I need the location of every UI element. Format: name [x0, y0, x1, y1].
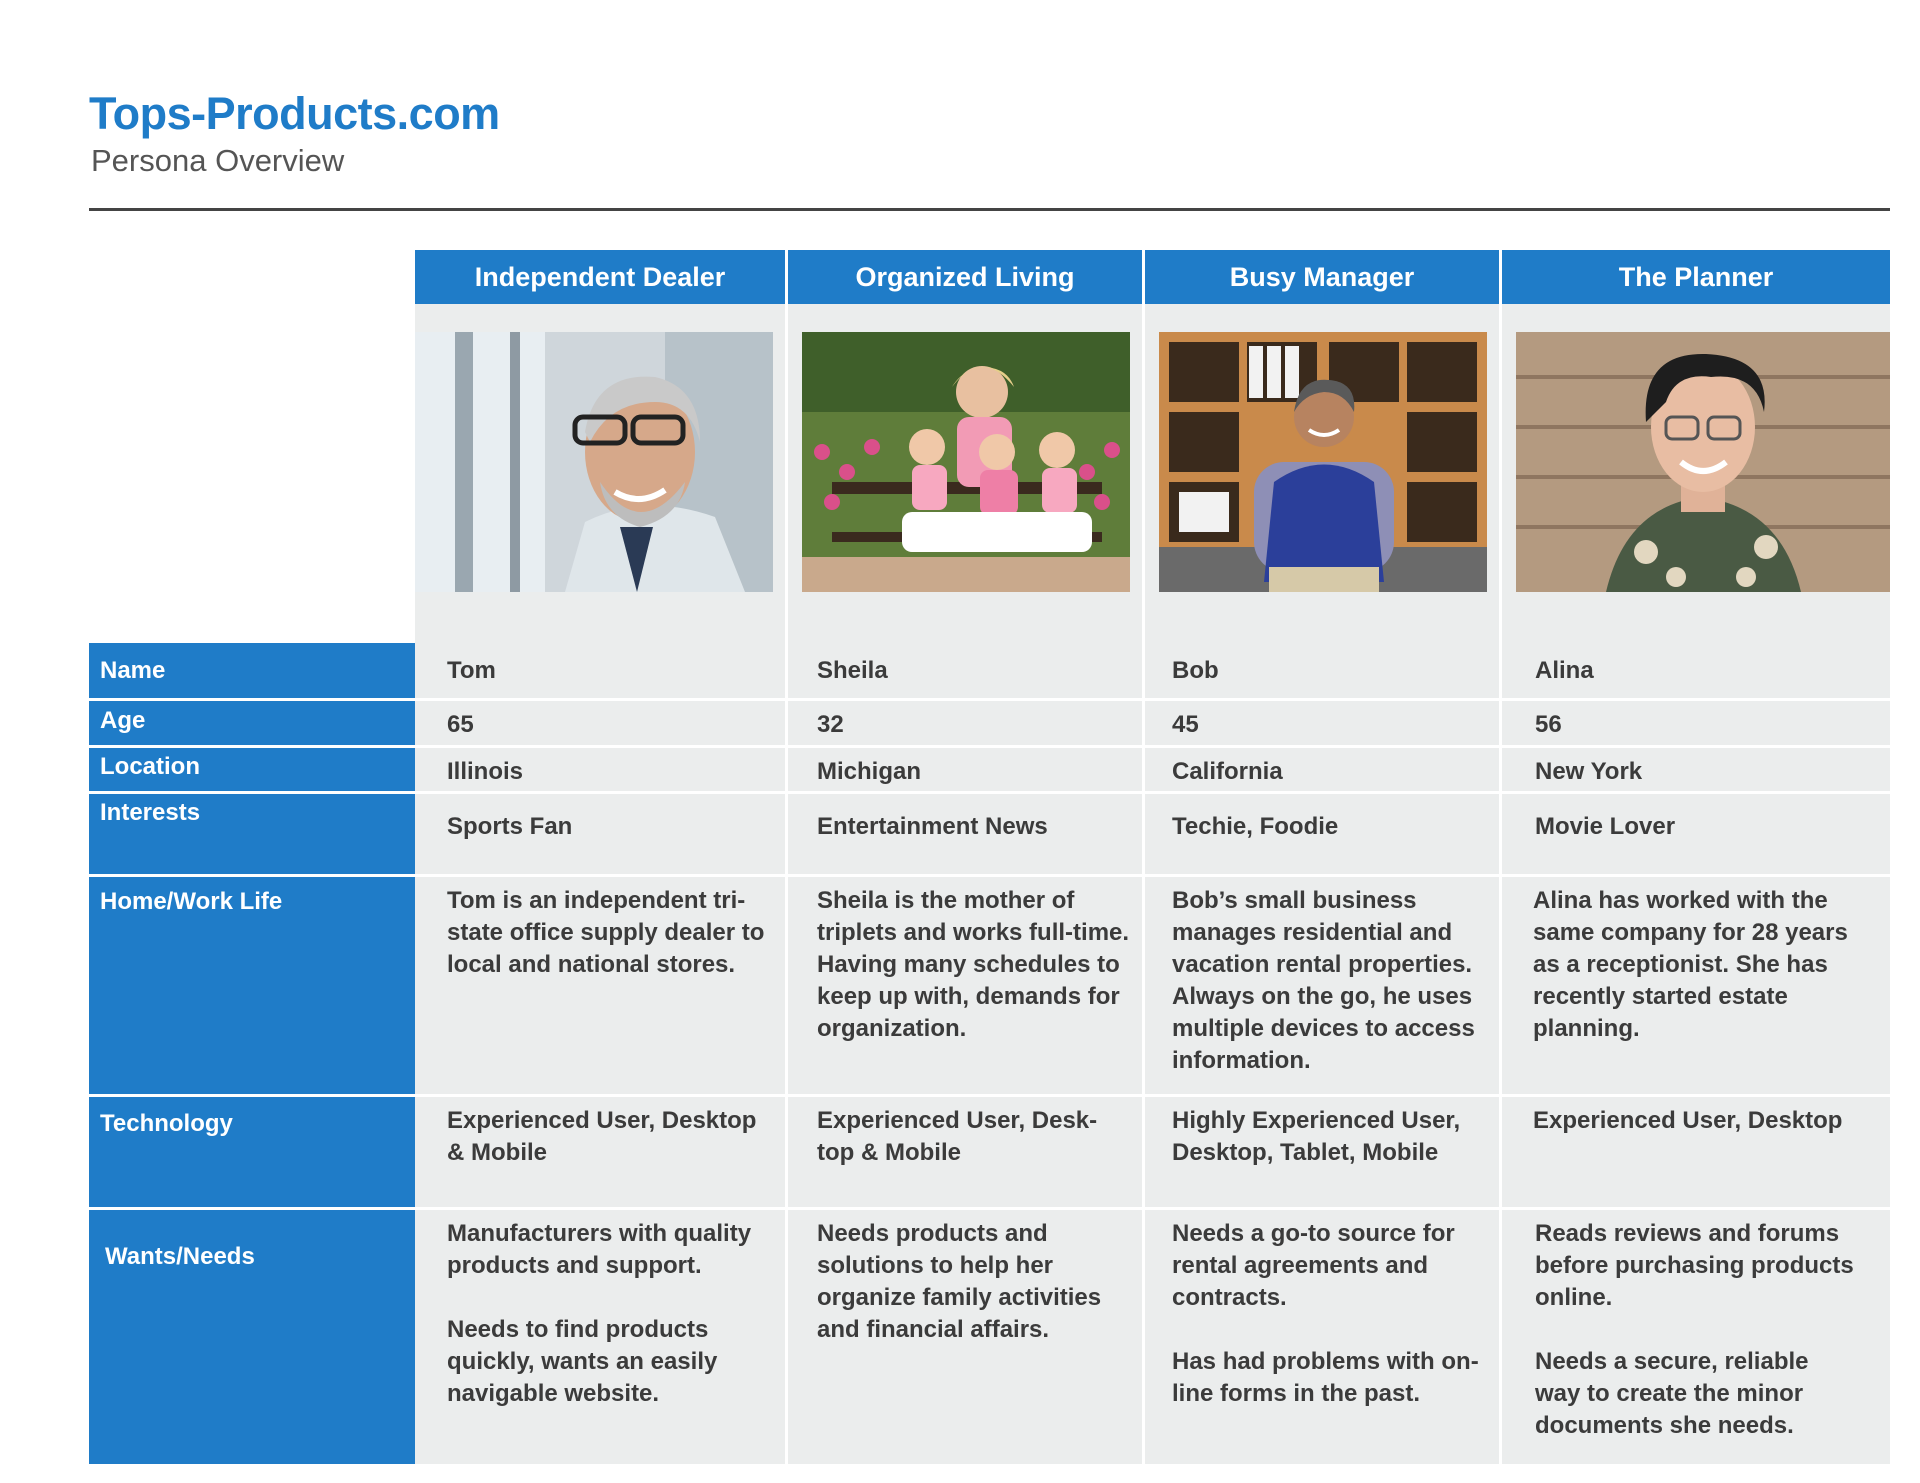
- row-divider: [89, 874, 1890, 877]
- cell-home-work-life: Alina has worked with the same company for 28 years as a receptionist. She has recently started estate planning.: [1533, 887, 1848, 1042]
- cell-location: Michigan: [817, 758, 922, 785]
- row-divider: [89, 1094, 1890, 1097]
- row-label-location: Location: [89, 748, 415, 791]
- cell-wants-needs: Reads reviews and forums before purchasing products online. Needs a secure, reliable way to create the minor documents she needs.: [1535, 1220, 1854, 1439]
- cell-name: Tom: [447, 657, 496, 684]
- cell-technology: Experienced User, Desktop: [1533, 1107, 1843, 1134]
- cell-wants-needs: Needs products and solutions to help her organize family activities and financial affairs.: [817, 1220, 1102, 1343]
- row-divider: [89, 698, 1890, 701]
- row-label-wants-needs: Wants/Needs: [89, 1210, 415, 1464]
- persona-photo-alina: [1516, 332, 1890, 592]
- persona-photo-tom: [415, 332, 773, 592]
- page-subtitle: Persona Overview: [91, 143, 345, 178]
- row-label-home-work-life: Home/Work Life: [89, 877, 415, 1094]
- cell-age: 32: [817, 711, 844, 738]
- cell-home-work-life: Bob’s small business manages residential and vacation rental properties. Always on the go, he uses multiple devices to access information.: [1172, 887, 1475, 1074]
- cell-age: 45: [1172, 711, 1199, 738]
- cell-location: New York: [1535, 758, 1643, 785]
- row-label-interests: Interests: [89, 794, 415, 874]
- brand-title: Tops-Products.com: [89, 88, 500, 139]
- cell-interests: Techie, Foodie: [1172, 813, 1339, 840]
- cell-interests: Movie Lover: [1535, 813, 1676, 840]
- persona-header-1: Independent Dealer: [415, 250, 785, 304]
- row-divider: [89, 791, 1890, 794]
- header-divider: [89, 208, 1890, 211]
- cell-name: Bob: [1172, 657, 1219, 684]
- cell-age: 56: [1535, 711, 1562, 738]
- row-divider: [89, 745, 1890, 748]
- cell-location: Illinois: [447, 758, 524, 785]
- cell-technology: Experienced User, Desktop & Mobile: [447, 1107, 757, 1166]
- cell-home-work-life: Tom is an independent tri- state office supply dealer to local and national stores.: [447, 887, 765, 978]
- cell-home-work-life: Sheila is the mother of triplets and works full-time. Having many schedules to keep up with, demands for organization.: [817, 887, 1130, 1042]
- persona-photo-sheila: [802, 332, 1130, 592]
- persona-header-2: Organized Living: [788, 250, 1142, 304]
- cell-age: 65: [447, 711, 474, 738]
- row-label-age: Age: [89, 701, 415, 745]
- cell-interests: Sports Fan: [447, 813, 573, 840]
- cell-wants-needs: Manufacturers with quality products and support. Needs to find products quickly, wants an easily navigable website.: [447, 1220, 752, 1407]
- cell-technology: Highly Experienced User, Desktop, Tablet, Mobile: [1172, 1107, 1461, 1166]
- cell-name: Sheila: [817, 657, 888, 684]
- row-divider: [89, 1207, 1890, 1210]
- cell-wants-needs: Needs a go-to source for rental agreements and contracts. Has had problems with on- line forms in the past.: [1172, 1220, 1479, 1407]
- persona-photo-bob: [1159, 332, 1487, 592]
- cell-interests: Entertainment News: [817, 813, 1048, 840]
- persona-header-3: Busy Manager: [1145, 250, 1499, 304]
- cell-technology: Experienced User, Desk- top & Mobile: [817, 1107, 1098, 1166]
- row-label-technology: Technology: [89, 1097, 415, 1207]
- persona-header-4: The Planner: [1502, 250, 1890, 304]
- cell-name: Alina: [1535, 657, 1594, 684]
- row-label-name: Name: [89, 643, 415, 698]
- cell-location: California: [1172, 758, 1283, 785]
